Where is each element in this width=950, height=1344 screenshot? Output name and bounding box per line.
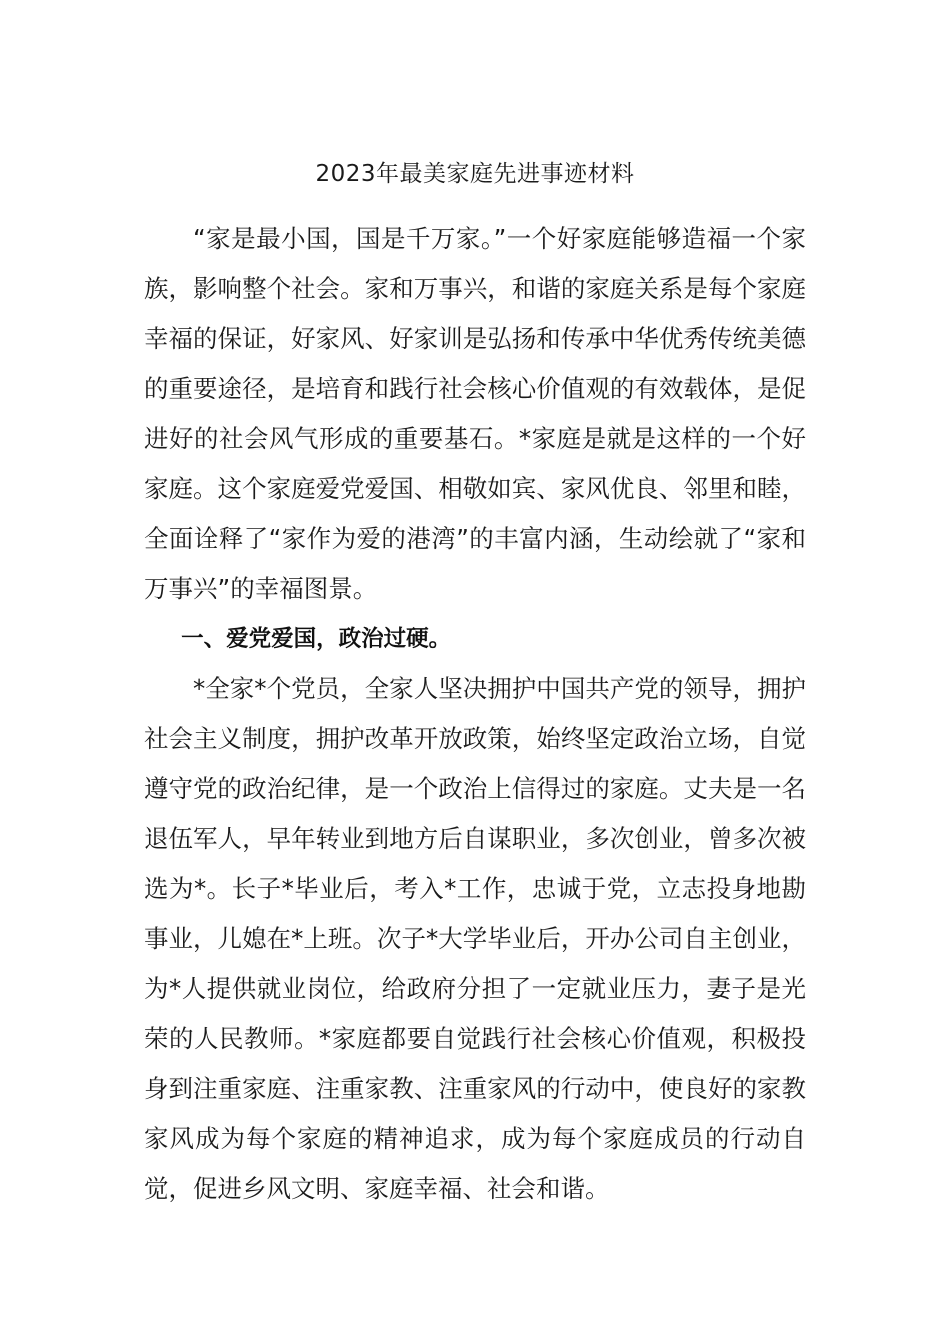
document-title: 2023年最美家庭先进事迹材料 [315,161,635,187]
document-body [144,214,806,1214]
intro-paragraph: “家是最小国，国是千万家。”一个好家庭能够造福一个家族，影响整个社会。家和万事兴，和谐的家庭关系是每个家庭幸福的保证，好家风、好家训是弘扬和传承中华优秀传统美德的重要途径，是培育和践行社会核心价值观的有效载体，是促进好的社会风气形成的重要基石。*家庭是就是这样的一个好家庭。这个家庭爱党爱国、相敬如宾、家风优良、邻里和睦，全面诠释了“家作为爱的港湾”的丰富内涵，生动绘就了“家和万事兴”的幸福图景。 [144,224,806,603]
section-paragraph: *全家*个党员，全家人坚决拥护中国共产党的领导，拥护社会主义制度，拥护改革开放政策，始终坚定政治立场，自觉遵守党的政治纪律，是一个政治上信得过的家庭。丈夫是一名退伍军人，早年转业到地方后自谋职业，多次创业，曾多次被选为*。长子*毕业后，考入*工作，忠诚于党，立志投身地勘事业，儿媳在*上班。次子*大学毕业后，开办公司自主创业，为*人提供就业岗位，给政府分担了一定就业压力，妻子是光荣的人民教师。*家庭都要自觉践行社会核心价值观，积极投身到注重家庭、注重家教、注重家风的行动中，使良好的家教家风成为每个家庭的精神追求，成为每个家庭成员的行动自觉，促进乡风文明、家庭幸福、社会和谐。 [144,674,806,1203]
section-heading: 一、爱党爱国，政治过硬。 [181,626,452,652]
